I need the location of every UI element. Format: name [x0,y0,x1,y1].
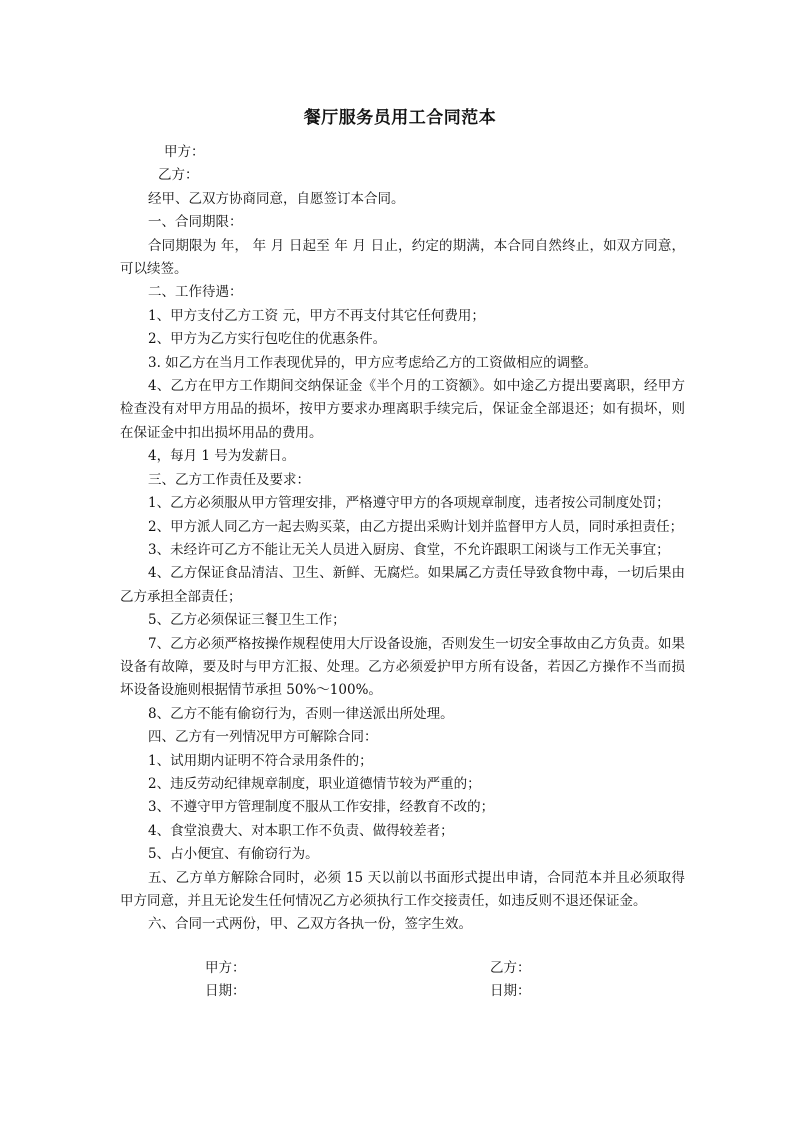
paragraph: 7、乙方必须严格按操作规程使用大厅设备设施，否则发生一切安全事故由乙方负责。如果设备有故障，要及时与甲方汇报、处理。乙方必须爱护甲方所有设备，若因乙方操作不当而损坏设备设施则根据情节承担 50%～100%。 [120,635,685,699]
signature-block-party-a [205,957,246,1004]
signature-party-a-label: 甲方： [205,960,246,976]
paragraph: 1、甲方支付乙方工资 元，甲方不再支付其它任何费用； [148,307,485,324]
paragraph: 8、乙方不能有偷窃行为，否则一律送派出所处理。 [148,705,454,722]
paragraph: 4，每月 1 号为发薪日。 [148,448,296,465]
signature-party-b-date: 日期： [490,983,531,1000]
document-body [120,141,685,937]
paragraph: 3、未经许可乙方不能让无关人员进入厨房、食堂，不允许跟职工闲谈与工作无关事宜； [148,541,670,558]
paragraph: 4、食堂浪费大、对本职工作不负责、做得较差者； [148,822,454,839]
paragraph: 4、乙方保证食品清洁、卫生、新鲜、无腐烂。如果属乙方责任导致食物中毒，一切后果由乙方承担全部责任； [120,565,685,605]
paragraph: 1、乙方必须服从甲方管理安排，严格遵守甲方的各项规章制度，违者按公司制度处罚； [148,495,670,512]
paragraph: 二、工作待遇： [148,284,243,301]
paragraph: 三、乙方工作责任及要求： [148,471,310,488]
paragraph: 2、甲方为乙方实行包吃住的优惠条件。 [148,331,387,348]
paragraph: 3、不遵守甲方管理制度不服从工作安排，经教育不改的； [148,799,495,816]
paragraph: 一、合同期限： [148,214,243,231]
paragraph: 五、乙方单方解除合同时，必须 15 天以前以书面形式提出申请，合同范本并且必须取得甲方同意，并且无论发生任何情况乙方必须执行工作交接责任，如违反则不退还保证金。 [120,869,685,909]
paragraph: 3. 如乙方在当月工作表现优异的，甲方应考虑给乙方的工资做相应的调整。 [148,354,598,371]
party-a-line: 甲方： [164,144,205,160]
paragraph: 2、甲方派人同乙方一起去购买菜，由乙方提出采购计划并监督甲方人员，同时承担责任； [148,518,684,535]
document-title: 餐厅服务员用工合同范本 [303,108,497,128]
party-b-line: 乙方： [158,167,199,184]
paragraph: 合同期限为 年， 年 月 日起至 年 月 日止，约定的期满，本合同自然终止，如双方同意，可以续签。 [120,237,685,278]
signature-block-party-b [490,957,531,1004]
signature-party-b-label: 乙方： [490,960,531,976]
paragraph: 2、违反劳动纪律规章制度，职业道德情节较为严重的； [148,775,481,792]
paragraph: 5、占小便宜、有偷窃行为。 [148,846,319,863]
paragraph: 1、试用期内证明不符合录用条件的； [148,752,373,769]
paragraph: 六、合同一式两份，甲、乙双方各执一份，签字生效。 [148,916,472,933]
paragraph: 4、乙方在甲方工作期间交纳保证金《半个月的工资额》。如中途乙方提出要离职，经甲方检查没有对甲方用品的损坏，按甲方要求办理离职手续完后，保证金全部退还；如有损坏，则在保证金中扣出损坏用品的费用。 [120,378,685,441]
paragraph-list [120,188,685,937]
paragraph: 四、乙方有一列情况甲方可解除合同： [148,729,378,746]
paragraph: 经甲、乙双方协商同意，自愿签订本合同。 [148,190,405,207]
signature-party-a-date: 日期： [205,983,246,1000]
paragraph: 5、乙方必须保证三餐卫生工作； [148,612,346,629]
